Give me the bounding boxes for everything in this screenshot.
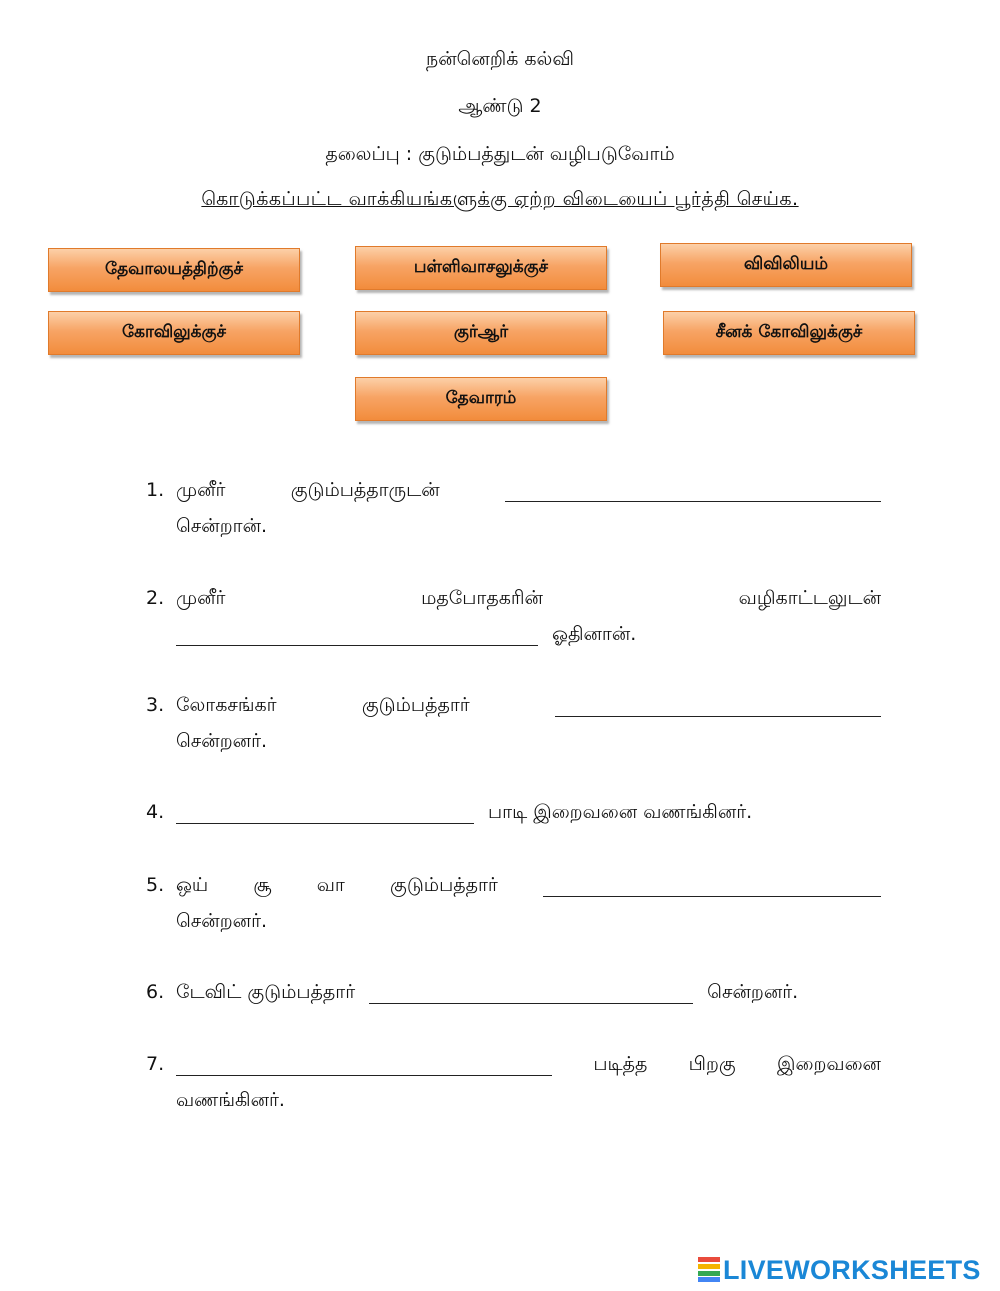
question-number: 7. — [146, 1053, 165, 1075]
question-7 — [146, 1046, 881, 1118]
answer-blank-2[interactable] — [176, 623, 538, 646]
question-text: டேவிட் குடும்பத்தார் — [176, 981, 356, 1003]
question-text: இறைவனை — [777, 1053, 881, 1075]
answer-blank-3[interactable] — [555, 694, 881, 717]
question-text: ஒய் — [176, 874, 209, 896]
word-option[interactable]: குர்ஆர் — [355, 311, 607, 355]
instruction — [0, 188, 1000, 213]
question-4 — [146, 794, 881, 830]
year-label: ஆண்டு 2 — [458, 95, 542, 117]
question-text: குடும்பத்தாருடன் — [290, 479, 440, 501]
word-option[interactable]: தேவாலயத்திற்குச் — [48, 248, 300, 292]
question-text: வழிகாட்டலுடன் — [738, 587, 881, 609]
question-text: வணங்கினர். — [176, 1089, 285, 1111]
question-text: சூ — [253, 874, 272, 896]
liveworksheets-logo[interactable] — [698, 1255, 981, 1285]
question-text: ஓதினான். — [552, 623, 637, 645]
answer-blank-6[interactable] — [369, 981, 693, 1004]
answer-blank-1[interactable] — [505, 479, 881, 502]
answer-blank-5[interactable] — [543, 874, 881, 897]
question-text: சென்றனர். — [176, 910, 268, 932]
question-text: லோகசங்கர் — [176, 694, 277, 716]
subject-title: நன்னெறிக் கல்வி — [426, 48, 574, 70]
question-number: 6. — [146, 981, 165, 1003]
word-option[interactable]: பள்ளிவாசலுக்குச் — [355, 246, 607, 290]
question-6 — [146, 974, 881, 1010]
liveworksheets-icon — [698, 1257, 720, 1283]
question-3 — [146, 687, 881, 759]
question-text: சென்றான். — [176, 515, 268, 537]
question-number: 3. — [146, 694, 165, 716]
logo-text: LIVEWORKSHEETS — [723, 1254, 981, 1285]
question-text: படித்த — [593, 1053, 648, 1075]
topic-title: தலைப்பு : குடும்பத்துடன் வழிபடுவோம் — [325, 143, 675, 165]
question-number: 2. — [146, 587, 165, 609]
question-5 — [146, 867, 881, 939]
question-text: முனீர் — [176, 479, 226, 501]
word-option[interactable]: தேவாரம் — [355, 377, 607, 421]
question-text: முனீர் — [176, 587, 226, 609]
word-option[interactable]: விவிலியம் — [660, 243, 912, 287]
question-text: குடும்பத்தார் — [390, 874, 498, 896]
question-text: மதபோதகரின் — [421, 587, 543, 609]
question-text: வா — [316, 874, 345, 896]
answer-blank-7[interactable] — [176, 1053, 552, 1076]
question-1 — [146, 472, 881, 544]
question-2 — [146, 580, 881, 652]
word-option[interactable]: கோவிலுக்குச் — [48, 311, 300, 355]
word-option[interactable]: சீனக் கோவிலுக்குச் — [663, 311, 915, 355]
answer-blank-4[interactable] — [176, 801, 474, 824]
question-text: குடும்பத்தார் — [361, 694, 470, 716]
question-number: 4. — [146, 801, 165, 823]
question-text: பிறகு — [688, 1053, 736, 1075]
question-number: 5. — [146, 874, 165, 896]
question-text: சென்றனர். — [176, 730, 268, 752]
instruction-text: கொடுக்கப்பட்ட வாக்கியங்களுக்கு ஏற்ற விடையைப் பூர்த்தி செய்க. — [201, 188, 799, 210]
question-text: சென்றனர். — [707, 981, 799, 1003]
question-number: 1. — [146, 479, 165, 501]
question-text: பாடி இறைவனை வணங்கினர். — [488, 801, 753, 823]
